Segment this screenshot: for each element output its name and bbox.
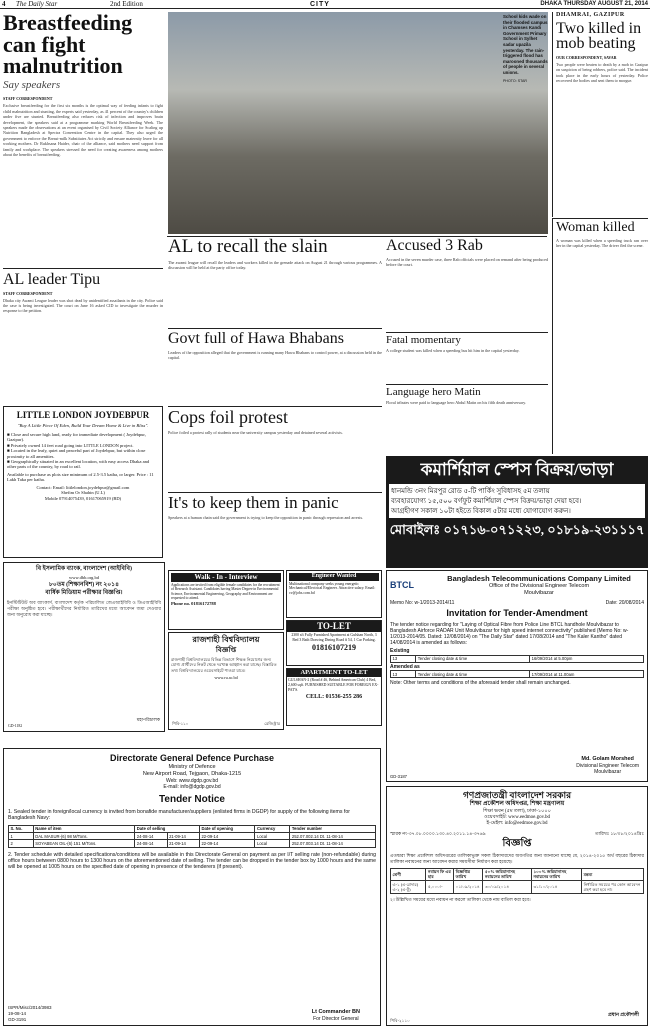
panic-body: Speakers at a human chain said the government is trying to keep the opposition in panic through repression and arrests. (168, 514, 364, 520)
engineer-body: Multinational company seeks young energetic Mechanical/Electrical Engineer. Attractive salary. Email: cv@jobs.com.bd (289, 581, 376, 596)
table-row: 13 Tender closing date & time 16/09/2014 at 5.00pm (391, 655, 644, 662)
defence-ministry: Ministry of Defence (168, 764, 216, 771)
engineer-ad (286, 570, 382, 618)
btcl-title-block (434, 574, 644, 597)
apartment-title: APARTMENT TO-LET (287, 669, 381, 677)
edition-label: 2nd Edition (110, 0, 143, 8)
rajshahi-sign: রেজিস্ট্রার (264, 720, 280, 726)
gov-bd-code: পিবি-২১১০ (390, 1017, 410, 1023)
panic-article (168, 492, 382, 564)
btcl-sign-title: Divisional Engineer Telecom (576, 762, 639, 769)
photo-rule (167, 236, 547, 237)
page-number: 4 (2, 0, 6, 8)
btcl-location: Moulvibazar (524, 590, 554, 597)
walk-in-ad (168, 570, 284, 630)
ibb-code: GD-1182 (8, 724, 23, 729)
little-london-offer: Available to purchase as plots size minimum of 2.5-3.5 katha, or larger. Price : 11 Lakh Taka per katha. (7, 471, 154, 483)
gov-bd-sign: প্রধান প্রকৌশলী (607, 1012, 639, 1018)
commercial-space-ad (386, 456, 648, 568)
apartment-body: GULSHAN-2 (Road # 46, Behind American Club) 4 Bed, 2,600 sqft. FURNISHED SUITABLE FOR FOREIGN EX-PAT'S. (288, 678, 379, 692)
gov-bd-memo-row (390, 831, 644, 837)
ibb-subtitle: বার্ষিক মিডিয়াম পরীক্ষার বিজ্ঞপ্তি। (45, 589, 123, 596)
little-london-contact: Contact: Email: littlelondon.joydebpur@gmail.com (36, 484, 130, 490)
defence-signature (312, 1009, 360, 1022)
gov-bd-date: তারিখঃ ১৮/০৮/২০১৪খ্রিঃ (595, 830, 644, 836)
rajshahi-web: www.ru.ac.bd (214, 674, 238, 680)
gov-bd-body: এতদ্বারা শিক্ষা প্রকৌশল অধিদপ্তরের তালিকাভুক্ত সকল ঠিকাদারদের অবগতির জন্য জানানো যাচ্ছে যে, ২০১৪-২০১৫ অর্থ বছরের ঠিকাদার তালিকা নবায়নের জন্য আবেদন করার সময়সীমা নির্ধারণ করা হয়েছে। (390, 852, 644, 864)
btcl-signatory: Md. Golam Morshed (581, 755, 634, 762)
btcl-existing-table (390, 655, 644, 663)
rajshahi-subtitle: বিজ্ঞপ্তি (215, 646, 237, 654)
masthead: The Daily Star (16, 0, 58, 8)
govt-hawa-body: Leaders of the opposition alleged that the government is running many Hawa Bhabans to control power, at a discussion held in the capital. (168, 349, 382, 361)
walk-in-phone: Phone no. 01816172788 (171, 600, 216, 606)
defence-signatory: Lt Commander BN (311, 1008, 360, 1015)
little-london-bullet: ■ Privately owned 14 feet road going into LITTLE LONDON project. (7, 442, 134, 448)
al-leader-body: Dhaka city Awami League leader was shot dead by unidentified assailants in the city. Police said the case is being investigated. The court on June 16 asked CID to investigate the murder in response to the petition. (3, 297, 163, 314)
tolet-title: TO-LET (287, 621, 381, 632)
little-london-bullet: ■ Located in the leafy, quiet and peaceful part of Joydebpur, but within close proximity to all amenities. (7, 448, 146, 459)
defence-note: 2. Tender schedule with detailed specifications/conditions will be available in this Directorate General on payment as per I/T selling rate (non-refundable) during office hours between 0800 hours to 1300 hours on the aforementioned date of selling. The tender can be dropped in the tender box by 1000 hours and the same will be opened at 1005 hours on the specified date of opening in presence of the tenderers (if present). (8, 851, 376, 871)
accused-article (386, 238, 548, 330)
apartment-phone: CELL: 01536-255 286 (305, 693, 363, 700)
gov-bd-notice (386, 786, 648, 1026)
cops-protest-headline: Cops foil protest (168, 407, 288, 427)
little-london-title: LITTLE LONDON JOYDEBPUR (16, 410, 150, 420)
tolet-ad (286, 620, 382, 666)
btcl-gd: GD-3187 (390, 773, 407, 779)
ibb-body: ইনস্টিটিউট অব ব্যাংকার্স, বাংলাদেশ কর্তৃক পরিচালিত জেএআইবিবি ও ডিএআইবিবি পরীক্ষা অনুষ্ঠিত হবে। পরীক্ষার্থীদের নির্ধারিত তারিখের মধ্যে আবেদন জমা দেওয়ার জন্য অনুরোধ করা যাচ্ছে। (7, 600, 161, 618)
woman-killed-article (552, 218, 648, 454)
btcl-body: The tender notice regarding for "Laying of Optical Fibre from Police Line BTCL handhole Moulvibazar to Bangladesh Airforce RADAR Unit Moulvibazar for high speed internet connectivity" published (Memo No: w-1/2013-2014/05. Dated: 12/08/2014) on "The Daily Star" dated 17/08/2014 and "The Kaler Kantho" dated 14/08/2014 is amended as follows: (390, 621, 629, 647)
gov-bd-web: ওয়েবসাইট: www.eedmoe.gov.bd (483, 815, 551, 820)
btcl-amended-label: Amended as (390, 663, 420, 670)
btcl-office: Office of the Divisional Engineer Telecom (488, 583, 590, 590)
gov-bd-subtitle: বিজ্ঞপ্তি (502, 838, 532, 850)
ibb-sign: মহাপরিচালক (136, 717, 160, 723)
rajshahi-code: পিবি-১১০ (172, 721, 189, 726)
rajshahi-body: রাজশাহী বিশ্ববিদ্যালয়ের বিভিন্ন বিভাগে শিক্ষক নিয়োগের জন্য যোগ্য প্রার্থীদের নিকট থেকে দরখাস্ত আহ্বান করা যাচ্ছে। বিস্তারিত তথ্য বিশ্ববিদ্যালয়ের ওয়েবসাইটে পাওয়া যাবে। (171, 656, 277, 673)
btcl-tender (386, 570, 648, 782)
govt-hawa-headline: Govt full of Hawa Bhabans (168, 330, 344, 347)
commercial-line3: আগ্রহীগণ সকাল ১০টা হইতে বিকাল ৫টার মধ্যে যোগাযোগ করুন। (391, 507, 571, 515)
breastfeeding-article (3, 12, 163, 264)
al-leader-headline: AL leader Tipu (3, 271, 101, 288)
table-row: 2 SOYABEAN OIL-(6) 151 M/Tons. 24-08-14 21-09-14 22-09-14 Local 252.07.003.14 Dt. 11-08-14 (9, 840, 376, 847)
cops-protest-body: Police foiled a protest rally of students near the university campus yesterday and detained several activists. (168, 429, 343, 435)
little-london-ad (3, 406, 163, 558)
btcl-memo-row (390, 600, 644, 606)
flood-photo (168, 12, 548, 234)
defence-tender (3, 748, 381, 1026)
engineer-title: Engineer Wanted (289, 573, 379, 581)
breastfeeding-deck: Say speakers (3, 78, 61, 91)
btcl-memo: Memo No: w-1/2013-2014/11 (390, 600, 455, 607)
apartment-ad (286, 668, 382, 726)
cops-protest-article (168, 406, 382, 490)
language-headline: Language hero Matin (386, 386, 481, 398)
fatal-body: A college student was killed when a speeding bus hit him in the capital yesterday. (386, 347, 520, 353)
defence-sign-title: For Director General (313, 1015, 359, 1022)
dhamrai-article (552, 12, 648, 217)
defence-address: New Airport Road, Tejgaon, Dhaka-1215 (142, 771, 242, 778)
language-body: Floral tributes were paid to language hero Abdul Matin on his fifth death anniversary. (386, 399, 527, 405)
btcl-note: Note: Other terms and conditions of the aforesaid tender shall remain unchanged. (390, 680, 571, 687)
btcl-signature (576, 756, 639, 775)
dhamrai-byline: OUR CORRESPONDENT, SAVAR (556, 54, 617, 60)
rajshahi-ad (168, 632, 284, 730)
photo-caption: School kids wade on their flooded campus in Chamses Kandi Government Primary School in Sylhet sadar upazila yesterday. The rain-triggered flood has marooned thousands of people in several unions. (503, 14, 548, 75)
page-header (0, 0, 650, 9)
table-row: 13 Tender closing date & time 17/09/2014 at 11.00am (391, 671, 644, 678)
table-row: এ-১ (এ-ব্রাদার) এ-২ (এ-টু) ৫,০০০/- ০১/০৯/২০১৪ ৩০/০৯/২০১৪ ৩১/১০/২০১৪ নির্ধারিত সময়ের পর কোন আবেদন গ্রহণ করা হবে না। (391, 881, 644, 894)
accused-body: Accused in the seven murder case, three Rab officials were placed on remand after being produced before the court. (386, 256, 548, 268)
little-london-person: Shefim Or Shahin (U.L) (61, 490, 105, 496)
defence-ispr: ISPR/Misc/2014/3983 (8, 1005, 52, 1011)
defence-table (8, 825, 376, 848)
ibb-web: www.dbb.org.bd (69, 574, 99, 580)
al-recall-article (168, 238, 382, 324)
dhamrai-headline: Two killed in mob beating (556, 19, 642, 53)
little-london-tagline: "Buy A Little Piece Of Eden, Build Your Dream Home & Live in Bliss". (17, 423, 149, 429)
defence-gd: GD-3191 (8, 1017, 27, 1023)
gov-bd-table (390, 868, 644, 894)
gov-bd-dept: শিক্ষা প্রকৌশল অধিদপ্তর, শিক্ষা মন্ত্রণালয় (469, 801, 565, 808)
breastfeeding-body: Exclusive breastfeeding for the first six months is the optimal way of feeding infants to fight child malnutrition and stunting, the experts said yesterday, as 41 percent of the country's children under five are stunted. Breastfeeding also reduces risk of infection and improves brain development, the speakers said at a programme marking World Breastfeeding Week. The speakers made the observations at an event organised by Civil Society Alliance for Scaling up Nutrition Bangladesh at Spectra Convention Centre in the capital. They also urged the government to enforce the Breast-milk Substitutes Act strictly and ensure maternity leave for all working mothers. Dr Rukhsana Haider, chair of the alliance, said mothers need support from family and workplace. The speakers stressed the need for creating awareness among mothers about the benefits of breastfeeding. (3, 103, 163, 158)
fatal-article (386, 332, 548, 382)
ibb-notice (3, 562, 165, 732)
al-leader-byline: STAFF CORRESPONDENT (3, 290, 53, 296)
ibb-title: বি ইসলামিক ব্যাংক, বাংলাদেশ (আইবিবি) (36, 566, 132, 572)
btcl-logo: BTCL (390, 579, 414, 590)
gov-bd-footer: ২। উল্লিখিত সময়ের মধ্যে নবায়ন না করলে তালিকা থেকে নাম বাতিল করা হবে। (390, 896, 531, 902)
walk-in-body: Applications are invited from eligible female candidates for the recruitment of Research Assistant. Candidates having Master Degree in Environmental Science, Environmental Engineering, Geography and Environment are requested to attend. (171, 582, 280, 601)
gov-bd-title: গণপ্রজাতন্ত্রী বাংলাদেশ সরকার (462, 790, 572, 800)
breastfeeding-headline: Breastfeeding can fight malnutrition (3, 12, 133, 79)
commercial-title: কমার্শিয়াল স্পেস বিক্রয়/ভাড়া (420, 460, 614, 479)
btcl-existing-label: Existing (390, 648, 410, 655)
panic-headline: It's to keep them in panic (168, 493, 339, 512)
table-header-row: S. No. Name of item Date of selling Date of opening Currency Tender number (9, 825, 376, 832)
dateline: DHAKA THURSDAY AUGUST 21, 2014 (540, 1, 648, 7)
al-recall-body: The awami league will recall the leaders and workers killed in the grenade attack on August 21 through various programmes. A discussion will be held at the party office today. (168, 259, 382, 271)
photo-credit: PHOTO: STAR (503, 78, 528, 83)
defence-ispr-date: 19-08-14 (8, 1011, 27, 1017)
btcl-sign-place: Moulvibazar (594, 768, 622, 775)
woman-killed-headline: Woman killed (556, 220, 635, 235)
little-london-mobile: Mobile 07914075439, 01617065919 (BD) (44, 495, 122, 501)
commercial-line2: ব্যবহারযোগ্য ১৫,৫০০ বর্গফুট কমার্শিয়াল স্পেস বিক্রয়/ভাড়া দেয়া হবে। (391, 497, 582, 505)
defence-intro: 1. Sealed tender in foreign/local currency is invited from bonafide manufacturer/suppliers (enlisted firms in DGDP) for supply of the following items for Bangladesh Navy: (8, 809, 350, 822)
btcl-company: Bangladesh Telecommunications Company Limited (447, 574, 631, 583)
btcl-header (390, 574, 644, 597)
accused-headline: Accused 3 Rab (386, 238, 483, 254)
commercial-details (389, 484, 645, 518)
rajshahi-title: রাজশাহী বিশ্ববিদ্যালয় (192, 635, 260, 644)
defence-title: Directorate General Defence Purchase (109, 753, 275, 763)
walk-in-title: Walk - In - Interview (171, 573, 281, 582)
btcl-date: Date: 20/08/2014 (605, 600, 644, 607)
tolet-body: 2300 sft Fully Furnished Apartment at Gulshan North, 3 Bed 3 Bath Drawing Dining Road # 54, 1 Car Parking. (291, 633, 377, 642)
ibb-notice-no: ৮০তম (শিক্ষানবিশ) নং ২০১৪ (49, 582, 119, 589)
little-london-bullets (7, 432, 159, 470)
gov-bd-email: ই-মেইল: info@eedmoe.gov.bd (486, 821, 548, 827)
table-header-row: শ্রেণী নবায়ন ফি এর হার বিজ্ঞপ্তির তারিখ ৫০% জরিমানাসহ নবায়নের তারিখ ১০০% জরিমানাসহ নবায়নের তারিখ মন্তব্য (391, 868, 644, 881)
gov-bd-memo: স্মারক নং-৩৭.০৮.০০০০.১৩০.৪০.২০১১.১৪-৩৭৬৯ (390, 830, 486, 836)
dhamrai-dateline: DHAMRAI, GAZIPUR (556, 12, 625, 18)
little-london-bullet: ■ Geographically situated in an excellent location, with easy access Dhaka and other parts of the country, by road to rail. (7, 459, 150, 470)
govt-hawa-article (168, 328, 382, 402)
section-label: CITY (310, 1, 330, 8)
little-london-bullet: ■ Close and secure high land, ready for immediate development ( Joydebpur, Gazipur). (7, 431, 146, 443)
defence-web: Web: www.dgdp.gov.bd (165, 778, 219, 784)
btcl-title: Invitation for Tender-Amendment (446, 608, 588, 619)
btcl-amended-table (390, 670, 644, 678)
al-recall-headline: AL to recall the slain (168, 238, 328, 257)
commercial-line1: ধানমন্ডি ৩নং মিরপুর রোড ৫-টি পার্কিং সুবিধাসহ ৫ম তলায় (391, 487, 550, 495)
gov-bd-address: শিক্ষা ভবন (৫ম তলা), ঢাকা-১০০০ (483, 808, 551, 814)
tolet-phone: 01816107219 (312, 643, 356, 653)
table-row: 1 DAL MASUR-(6) 98 M/Tons. 24-08-14 21-09-14 22-09-14 Local 252.07.002.14 Dt. 11-08-14 (9, 833, 376, 840)
woman-killed-body: A woman was killed when a speeding truck ran over her in the capital yesterday. The driver fled the scene. (556, 237, 648, 249)
al-leader-article (3, 268, 163, 404)
fatal-headline: Fatal momentary (386, 334, 461, 346)
breastfeeding-byline: STAFF CORRESPONDENT (3, 96, 53, 102)
commercial-phone: মোবাইলঃ ০১৭১৬-০৭১২২৩, ০১৮১৯-২৩১১১৭ (389, 522, 645, 537)
dhamrai-body: Two people were beaten to death by a mob in Gazipur on suspicion of being robbers, police said. The incident took place in the early hours of yesterday. Police recovered the bodies and sent them to morgue. (556, 61, 648, 84)
language-article (386, 384, 548, 448)
defence-email: E-mail: info@dgdp.gov.bd (163, 784, 221, 791)
photo-caption-box (503, 14, 549, 224)
defence-notice-title: Tender Notice (159, 793, 225, 805)
